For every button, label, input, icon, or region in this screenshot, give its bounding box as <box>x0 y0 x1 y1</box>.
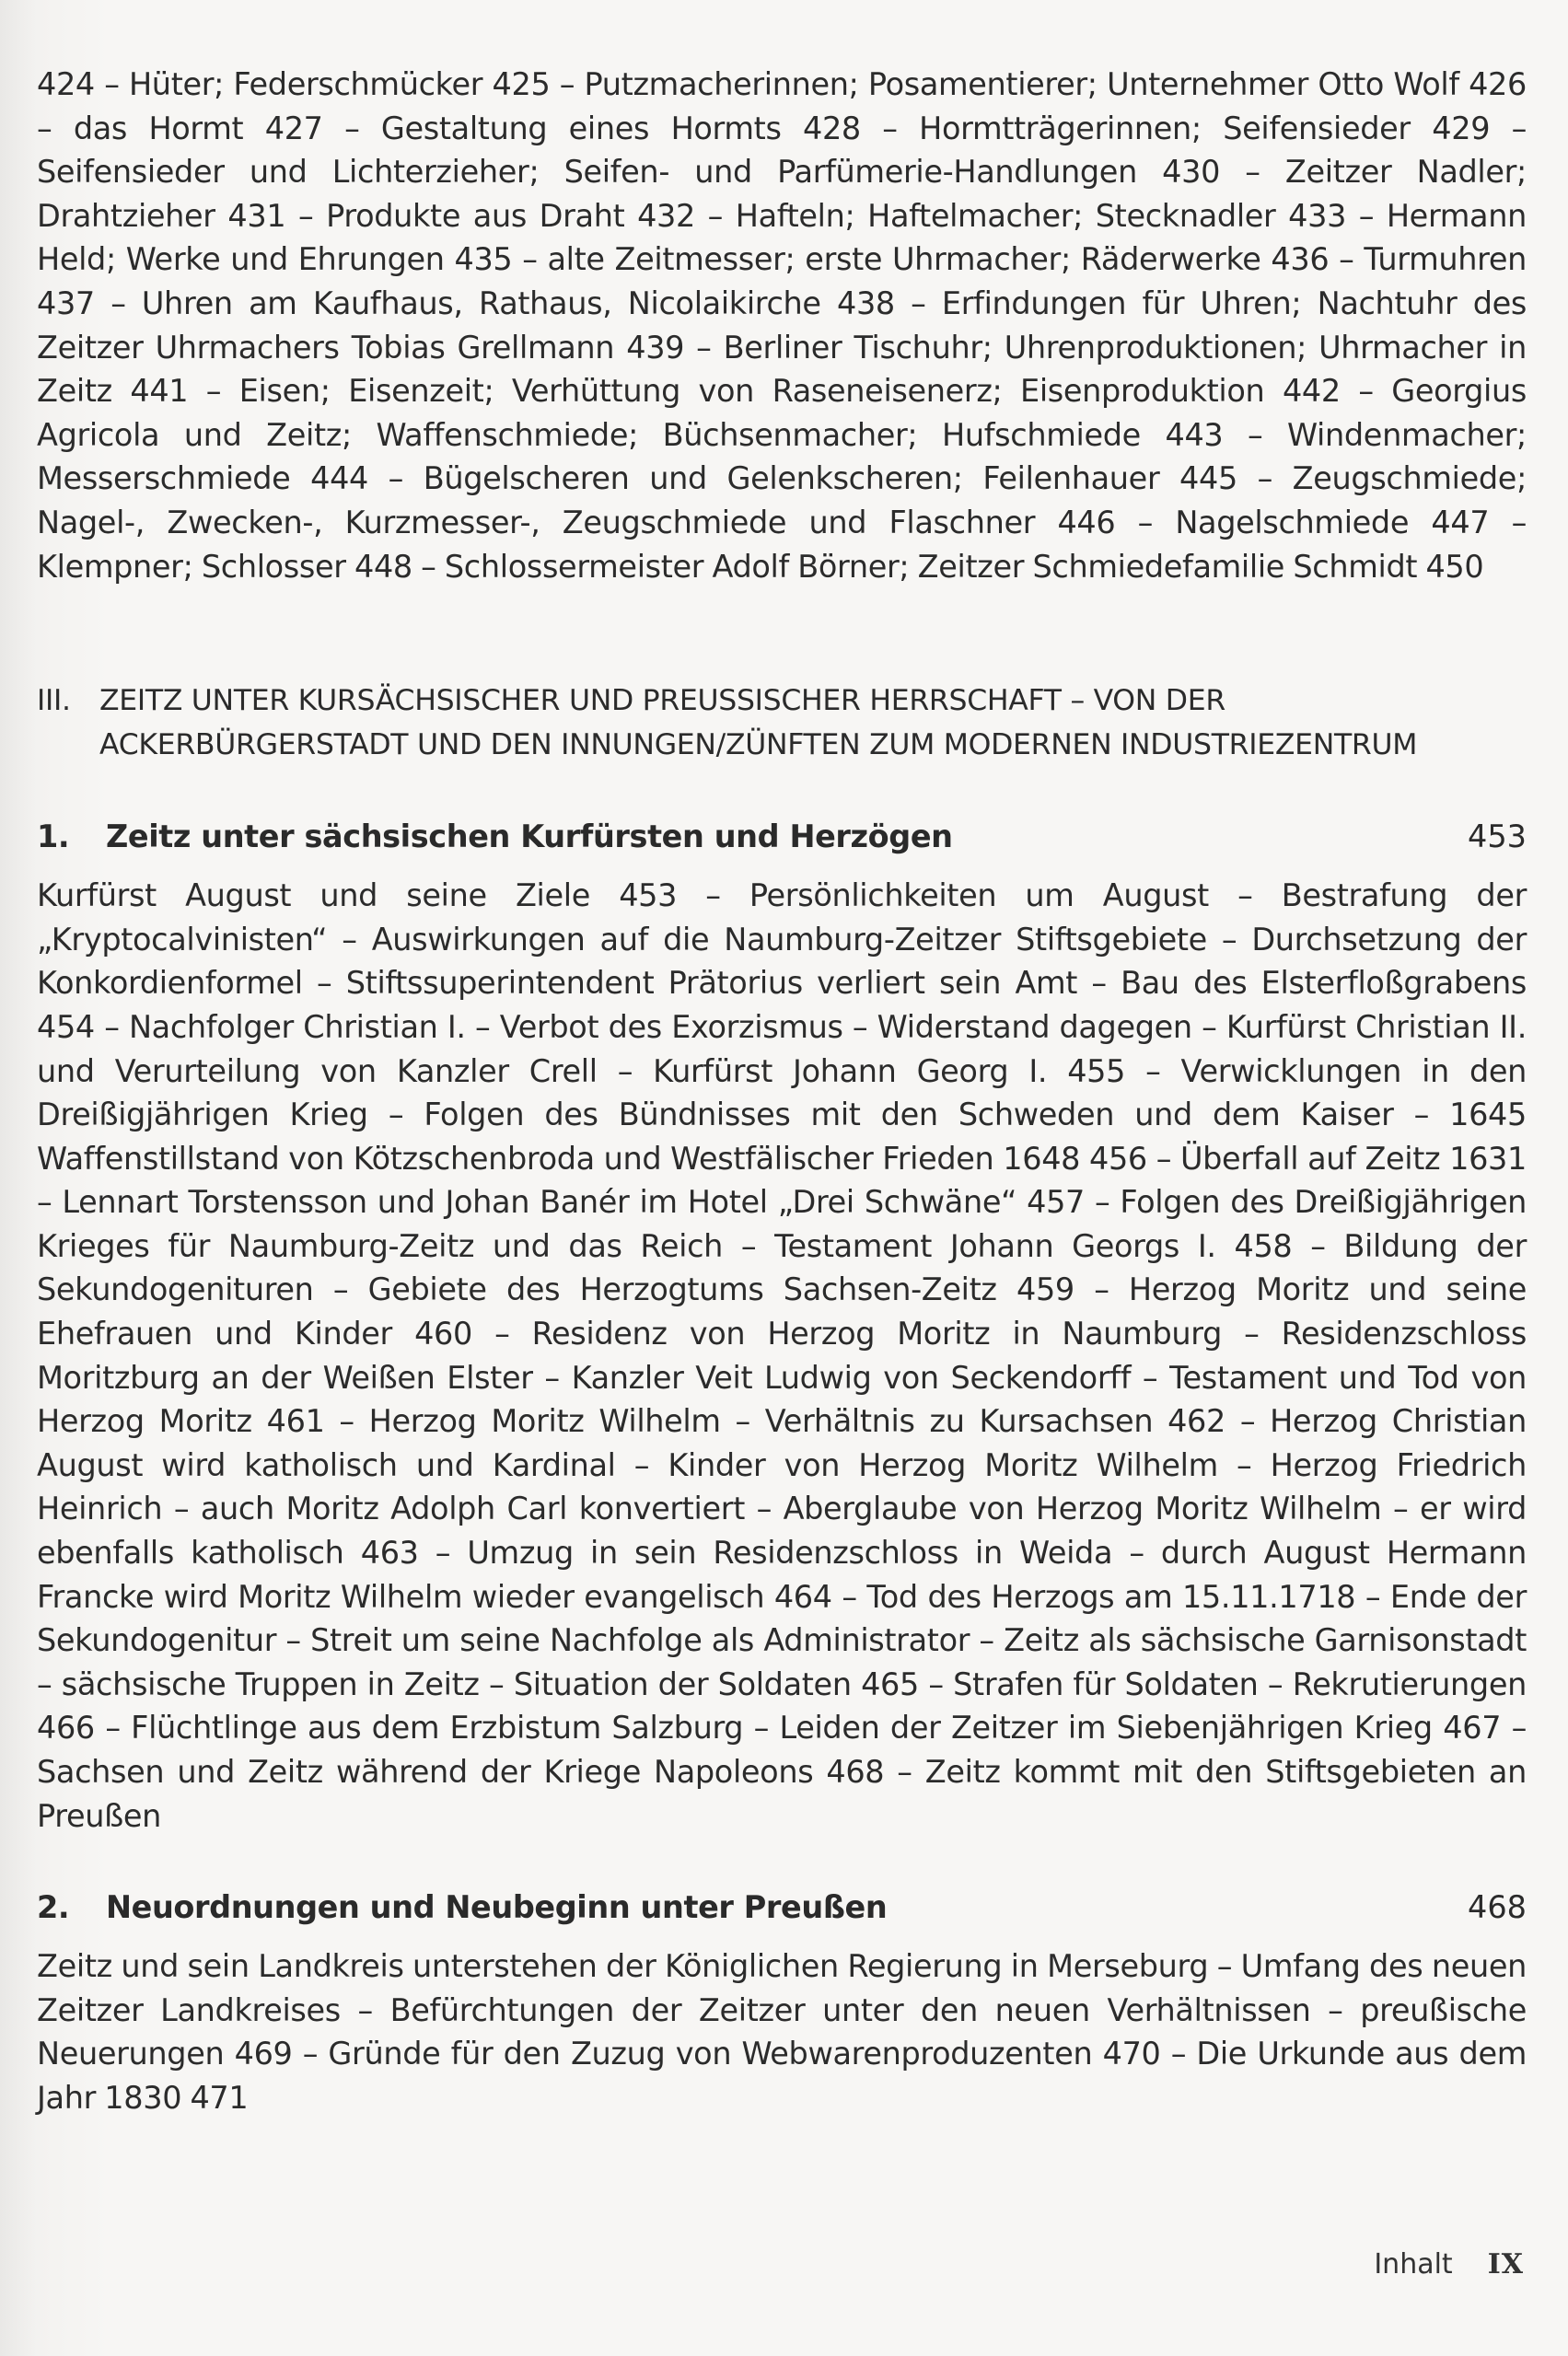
chapter-page-number: 468 <box>1468 1889 1527 1926</box>
chapter-number: 1. <box>37 818 70 855</box>
chapter-summary-1: Kurfürst August und seine Ziele 453 – Persönlichkeiten um August – Bestrafung der „Kryptocalvinisten“ – Auswirkungen auf die Naumburg-Zeitzer Stiftsgebiete – Durchsetzung der Konkordienformel – Stiftssuperintendent Prätorius verliert sein Amt – Bau des Elsterfloßgrabens 454 – Nachfolger Christian I. – Verbot des Exorzismus – Widerstand dagegen – Kurfürst Christian II. und Verurteilung von Kanzler Crell – Kurfürst Johann Georg I. 455 – Verwicklungen in den Dreißigjährigen Krieg – Folgen des Bündnisses mit den Schweden und dem Kaiser – 1645 Waffenstillstand von Kötzschenbroda und Westfälischer Frieden 1648 456 – Überfall auf Zeitz 1631 – Lennart Torstensson und Johan Banér im Hotel „Drei Schwäne“ 457 – Folgen des Dreißigjährigen Krieges für Naumburg-Zeitz und das Reich – Testament Johann Georgs I. 458 – Bildung der Sekundogenituren – Gebiete des Herzogtums Sachsen-Zeitz 459 – Herzog Moritz und seine Ehefrauen und Kinder 460 – Residenz von Herzog Moritz in Naumburg – Residenzschloss Moritzburg an der Weißen Elster – Kanzler Veit Ludwig von Seckendorff – Testament und Tod von Herzog Moritz 461 – Herzog Moritz Wilhelm – Verhältnis zu Kursachsen 462 – Herzog Christian August wird katholisch und Kardinal – Kinder von Herzog Moritz Wilhelm – Herzog Friedrich Heinrich – auch Moritz Adolph Carl konvertiert – Aberglaube von Herzog Moritz Wilhelm – er wird ebenfalls katholisch 463 – Umzug in sein Residenzschloss in Weida – durch August Hermann Francke wird Moritz Wilhelm wieder evangelisch 464 – Tod des Herzogs am 15.11.1718 – Ende der Sekundogenitur – Streit um seine Nachfolge als Administrator – Zeitz als sächsische Garnisonstadt – sächsische Truppen in Zeitz – Situation der Soldaten 465 – Strafen für Soldaten – Rekrutierungen 466 – Flüchtlinge aus dem Erzbistum Salzburg – Leiden der Zeitzer im Siebenjährigen Krieg 467 – Sachsen und Zeitz während der Kriege Napoleons 468 – Zeitz kommt mit den Stiftsgebieten an Preußen <box>37 877 1527 1834</box>
chapter-heading-2 <box>37 1886 1527 1930</box>
footer-page-number: IX <box>1487 2248 1524 2281</box>
part-number: III. <box>37 684 71 718</box>
chapter-title: Neuordnungen und Neubeginn unter Preußen <box>106 1889 888 1926</box>
toc-content <box>37 63 1527 2120</box>
page-footer <box>1374 2248 1524 2281</box>
footer-section-label: Inhalt <box>1374 2248 1453 2281</box>
chapter-number: 2. <box>37 1889 70 1926</box>
chapter-summary-2: Zeitz und sein Landkreis unterstehen der Königlichen Regierung in Merseburg – Umfang des neuen Zeitzer Landkreises – Befürchtungen der Zeitzer unter den neuen Verhältnissen – preußische Neuerungen 469 – Gründe für den Zuzug von Webwarenproduzenten 470 – Die Urkunde aus dem Jahr 1830 471 <box>37 1948 1527 2116</box>
chapter-heading-1 <box>37 815 1527 859</box>
part-heading <box>37 679 1527 767</box>
chapter-title: Zeitz unter sächsischen Kurfürsten und Herzögen <box>106 818 953 855</box>
part-title: ZEITZ UNTER KURSÄCHSISCHER UND PREUSSISCHER HERRSCHAFT – VON DER ACKERBÜRGERSTADT UND DEN INNUNGEN/ZÜNFTEN ZUM MODERNEN INDUSTRIEZENTRUM <box>99 684 1418 762</box>
chapter-page-number: 453 <box>1468 818 1527 855</box>
continued-paragraph: 424 – Hüter; Federschmücker 425 – Putzmacherinnen; Posamentierer; Unternehmer Otto Wolf 426 – das Hormt 427 – Gestaltung eines Hormts 428 – Hormtträgerinnen; Seifensieder 429 – Seifensieder und Lichterzieher; Seifen- und Parfümerie-Handlungen 430 – Zeitzer Nadler; Drahtzieher 431 – Produkte aus Draht 432 – Hafteln; Haftelmacher; Stecknadler 433 – Hermann Held; Werke und Ehrungen 435 – alte Zeitmesser; erste Uhrmacher; Räderwerke 436 – Turmuhren 437 – Uhren am Kaufhaus, Rathaus, Nicolaikirche 438 – Erfindungen für Uhren; Nachtuhr des Zeitzer Uhrmachers Tobias Grellmann 439 – Berliner Tischuhr; Uhrenproduktionen; Uhrmacher in Zeitz 441 – Eisen; Eisenzeit; Verhüttung von Raseneisenerz; Eisenproduktion 442 – Georgius Agricola und Zeitz; Waffenschmiede; Büchsenmacher; Hufschmiede 443 – Windenmacher; Messerschmiede 444 – Bügelscheren und Gelenkscheren; Feilenhauer 445 – Zeugschmiede; Nagel-, Zwecken-, Kurzmesser-, Zeugschmiede und Flaschner 446 – Nagelschmiede 447 – Klempner; Schlosser 448 – Schlossermeister Adolf Börner; Zeitzer Schmiedefamilie Schmidt 450 <box>37 66 1527 585</box>
